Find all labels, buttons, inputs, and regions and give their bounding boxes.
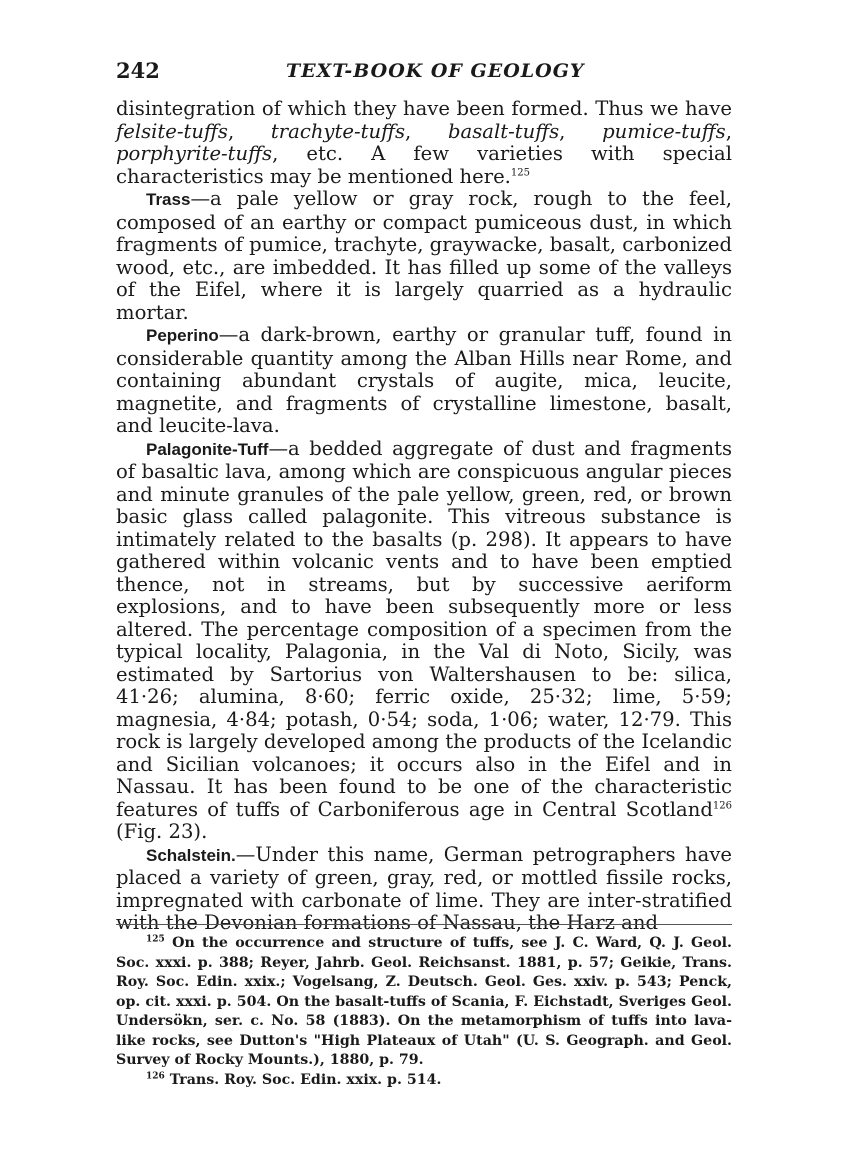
- trachyte-tuffs-term: trachyte-tuffs: [270, 119, 406, 143]
- intro-text: disintegration of which they have been formed. Thus we have: [116, 97, 732, 120]
- footnotes: [116, 934, 732, 1090]
- body-text: [116, 98, 732, 935]
- footnote-number: 125: [146, 934, 165, 945]
- trass-text: —a pale yellow or gray rock, rough to the feel, composed of an earthy or compact pumiceous dust, in which fragments of pumice, trachyte, graywacke, basalt, carbonized wood, etc., are imbedded. It has filled up some of the valleys of the Eifel, where it is largely quarried as a hydraulic mortar.: [116, 187, 732, 324]
- pumice-tuffs-term: pumice-tuffs: [602, 119, 726, 143]
- intro-paragraph: disintegration of which they have been formed. Thus we have felsite-tuffs, trachyte-tuffs, basalt-tuffs, pumice-tuffs, porphyrite-tuffs, etc. A few varieties with special characteristics may be mentioned here.$^{125}$: [116, 97, 732, 188]
- felsite-tuffs-term: felsite-tuffs: [116, 119, 228, 143]
- footnote-ref-126[interactable]: 126: [712, 799, 732, 811]
- page-number: 242: [116, 58, 160, 83]
- footnote-125: [116, 934, 732, 1071]
- footnote-126: [116, 1071, 732, 1091]
- page-header: [116, 58, 732, 90]
- schalstein-paragraph: [116, 844, 732, 935]
- palagonite-term: Palagonite-Tuff: [146, 439, 269, 459]
- footnote-text: On the occurrence and structure of tuffs, see J. C. Ward, Q. J. Geol. Soc. xxxi. p. 388; Reyer, Jahrb. Geol. Reichsanst. 1881, p. 57; Geikie, Trans. Roy. Soc. Edin. xxix.; Vogelsang, Z. Deutsch. Geol. Ges. xxiv. p. 543; Penck, op. cit. xxxi. p. 504. On the basalt-tuffs of Scania, F. Eichstadt, Sveriges Geol. Undersökn, ser. c. No. 58 (1883). On the metamorphism of tuffs into lava-like rocks, see Dutton's "High Plateaux of Utah" (U. S. Geograph. and Geol. Survey of Rocky Mounts.), 1880, p. 79.: [116, 935, 732, 1068]
- footnote-divider: [116, 924, 732, 925]
- footnote-text: Trans. Roy. Soc. Edin. xxix. p. 514.: [164, 1071, 442, 1088]
- porphyrite-tuffs-term: porphyrite-tuffs: [116, 142, 273, 165]
- basalt-tuffs-term: basalt-tuffs: [447, 119, 560, 143]
- palagonite-text-tail: (Fig. 23).: [116, 820, 208, 843]
- footnote-number: 126: [146, 1070, 165, 1081]
- peperino-term: Peperino: [146, 326, 219, 345]
- schalstein-term: Schalstein.: [146, 845, 236, 865]
- footnote-ref-125[interactable]: 125: [510, 166, 530, 178]
- trass-term: Trass: [146, 190, 191, 209]
- palagonite-paragraph: [116, 438, 732, 844]
- schalstein-text: —Under this name, German petrographers have placed a variety of green, gray, red, or mottled fissile rocks, impregnated with carbonate of lime. They are inter-stratified with the Devonian formations of Nassau, the Harz and: [116, 842, 732, 934]
- peperino-text: —a dark-brown, earthy or granular tuff, found in considerable quantity among the Alban Hills near Rome, and containing abundant crystals of augite, mica, leucite, magnetite, and fragments of crystalline limestone, basalt, and leucite-lava.: [116, 323, 732, 437]
- peperino-paragraph: [116, 324, 732, 438]
- trass-paragraph: [116, 188, 732, 324]
- intro-text-end: , etc. A few varieties with special characteristics may be mentioned here.: [116, 142, 732, 188]
- running-title: TEXT-BOOK OF GEOLOGY: [286, 60, 585, 82]
- palagonite-text: —a bedded aggregate of dust and fragments of basaltic lava, among which are conspicuous angular pieces and minute granules of the pale yellow, green, red, or brown basic glass called palagonite. This vitreous substance is intimately related to the basalts (p. 298). It appears to have gathered within volcanic vents and to have been emptied thence, not in streams, but by successive aeriform explosions, and to have been subsequently more or less altered. The percentage composition of a specimen from the typical locality, Palagonia, in the Val di Noto, Sicily, was estimated by Sartorius von Waltershausen to be: silica, 41·26; alumina, 8·60; ferric oxide, 25·32; lime, 5·59; magnesia, 4·84; potash, 0·54; soda, 1·06; water, 12·79. This rock is largely developed among the products of the Icelandic and Sicilian volcanoes; it occurs also in the Eifel and in Nassau. It has been found to be one of the characteristic features of tuffs of Carboniferous age in Central Scotland: [116, 436, 732, 821]
